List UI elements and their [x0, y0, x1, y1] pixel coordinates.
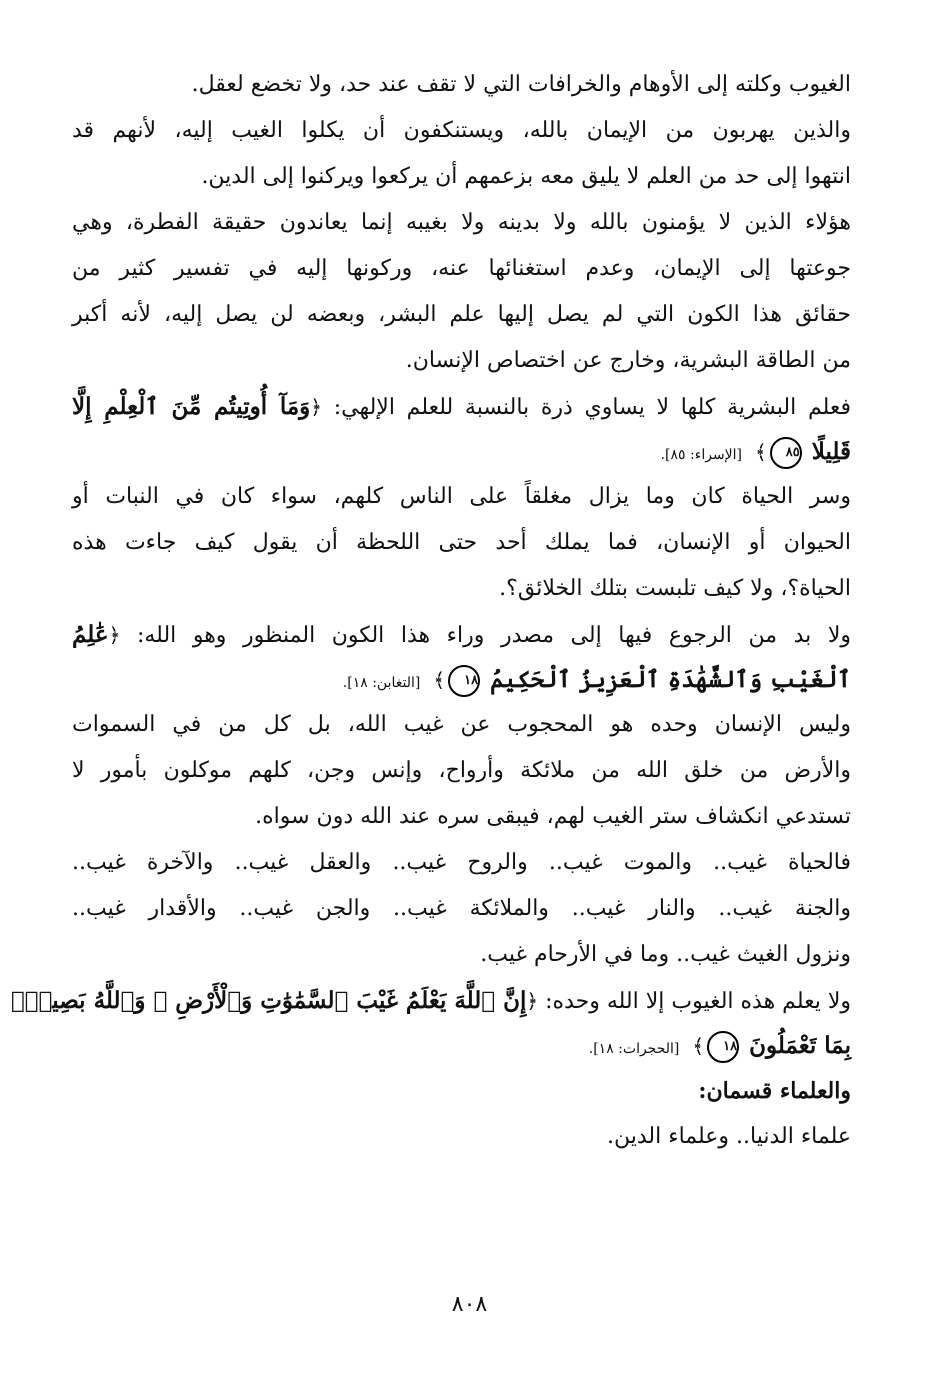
quran-verse: بِمَا تَعْمَلُونَ [749, 1032, 851, 1059]
paragraph-line [72, 612, 851, 658]
paragraph-line: والذين يهربون من الإيمان بالله، ويستنكفون أن يكلوا الغيب إليه، لأنهم قد [72, 118, 851, 143]
verse-open-ornament-icon: ﴿ [108, 623, 121, 647]
paragraph-line: جوعتها إلى الإيمان، وعدم استغنائها عنه، وركونها إليه في تفسير كثير من [72, 256, 851, 281]
paragraph-line: حقائق هذا الكون التي لم يصل إليها علم البشر، وبعضه لن يصل إليه، لأنه أكبر [72, 302, 851, 327]
ayah-number-badge: ٨٥ [770, 437, 802, 469]
ayah-number-badge: ١٨ [448, 665, 480, 697]
verse-intro: فعلم البشرية كلها لا يساوي ذرة بالنسبة للعلم الإلهي: [333, 395, 852, 420]
ayah-number-badge: ١٨ [707, 1031, 739, 1063]
verse-close-ornament-icon: ﴾ [755, 440, 767, 464]
quran-verse: إِنَّ ٱللَّهَ يَعْلَمُ غَيْبَ ٱلسَّمَٰوَٰتِ وَٱلْأَرْضِ ۚ وَٱللَّهُ بَصِيرٌۢ [10, 987, 527, 1014]
quran-verse: وَمَآ أُوتِيتُم مِّنَ ٱلْعِلْمِ إِلَّا [72, 393, 311, 420]
section-heading: والعلماء قسمان: [698, 1078, 851, 1104]
verse-reference: [الإسراء: ٨٥]. [660, 447, 742, 463]
paragraph-line: هؤلاء الذين لا يؤمنون بالله ولا بدينه ولا بغيبه إنما يعاندون حقيقة الفطرة، وهي [72, 210, 851, 235]
paragraph-line [72, 1024, 851, 1068]
verse-open-ornament-icon: ﴿ [310, 395, 322, 419]
paragraph-line: ونزول الغيث غيب.. وما في الأرحام غيب. [480, 942, 851, 967]
paragraph-line: من الطاقة البشرية، وخارج عن اختصاص الإنسان. [405, 348, 851, 373]
quran-verse: عَٰلِمُ [72, 621, 109, 648]
paragraph-line: تستدعي انكشاف ستر الغيب لهم، فيبقى سره عند الله دون سواه. [255, 804, 851, 829]
paragraph-line: الحيوان أو الإنسان، فما يملك أحد حتى اللحظة أن يقول كيف جاءت هذه [72, 530, 851, 555]
page-number: ٨٠٨ [451, 1292, 488, 1317]
paragraph-line: والأرض من خلق الله من ملائكة وأرواح، وإنس وجن، كلهم موكلون بأمور لا [72, 758, 851, 783]
paragraph-line [72, 384, 851, 430]
verse-intro: ولا يعلم هذه الغيوب إلا الله وحده: [545, 989, 851, 1014]
verse-reference: [التغابن: ١٨]. [342, 675, 421, 691]
quran-verse: ٱلْغَيْبِ وَٱلشَّهَٰدَةِ ٱلْعَزِيزُ ٱلْحَكِيمُ [490, 666, 851, 693]
verse-close-ornament-icon: ﴾ [433, 668, 446, 692]
paragraph-line: انتهوا إلى حد من العلم لا يليق معه بزعمهم أن يركعوا ويركنوا إلى الدين. [201, 164, 851, 189]
verse-close-ornament-icon: ﴾ [692, 1034, 705, 1058]
verse-reference: [الحجرات: ١٨]. [588, 1041, 680, 1057]
paragraph-line [72, 658, 851, 702]
paragraph-line: وسر الحياة كان وما يزال مغلقاً على الناس كلهم، سواء كان في النبات أو [72, 484, 851, 509]
paragraph-line [10, 978, 851, 1024]
paragraph-line: الحياة؟، ولا كيف تلبست بتلك الخلائق؟. [499, 576, 851, 601]
page-body [10, 62, 852, 1160]
verse-open-ornament-icon: ﴿ [526, 989, 539, 1013]
paragraph-line: والجنة غيب.. والنار غيب.. والملائكة غيب.. والجن غيب.. والأقدار غيب.. [72, 896, 851, 921]
quran-verse: قَلِيلًا [811, 438, 851, 465]
paragraph-line: علماء الدنيا.. وعلماء الدين. [607, 1124, 851, 1149]
paragraph-line: فالحياة غيب.. والموت غيب.. والروح غيب.. والعقل غيب.. والآخرة غيب.. [72, 850, 851, 875]
verse-intro: ولا بد من الرجوع فيها إلى مصدر وراء هذا الكون المنظور وهو الله: [136, 623, 851, 648]
paragraph-line [72, 430, 851, 474]
paragraph-line: وليس الإنسان وحده هو المحجوب عن غيب الله، بل كل من في السموات [72, 712, 851, 737]
paragraph-line: الغيوب وكلته إلى الأوهام والخرافات التي لا تقف عند حد، ولا تخضع لعقل. [191, 72, 851, 97]
